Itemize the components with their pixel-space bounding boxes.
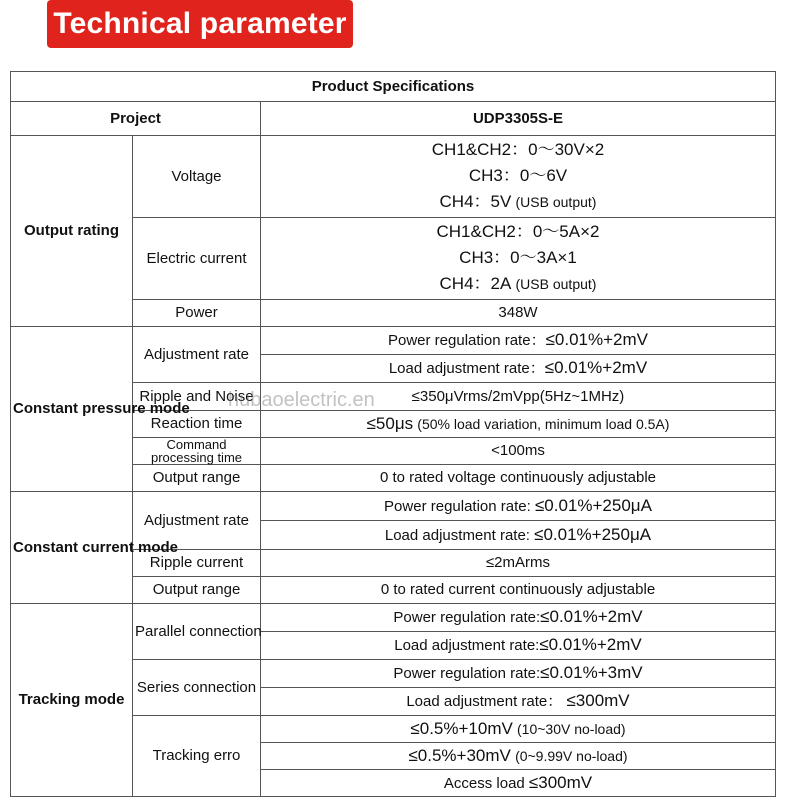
cc-load-adjustment [261,521,776,550]
watermark-text: hubaoelectric.en [228,389,375,411]
spec-table [10,71,776,797]
parallel-load-label: Load adjustment rate: [394,637,540,654]
parallel-load-adjustment [261,632,776,660]
table-row [11,492,776,521]
tracking-error-2 [261,743,776,770]
power-value: 348W [261,300,776,327]
series-load-label: Load adjustment rate： [406,693,563,710]
cc-power-regulation [261,492,776,521]
series-power-value: ≤0.01%+3mV [540,663,643,682]
access-load-label: Access load [443,774,525,792]
tracking-error-label: Tracking erro [133,716,261,797]
cp-ripple-value: ≤350μVrms/2mVpp(5Hz~1MHz) [261,383,776,411]
cc-power-regulation-value: ≤0.01%+250μA [534,495,652,515]
current-ch12: CH1&CH2：0～5A×2 [436,222,600,241]
parallel-power-label: Power regulation rate: [393,609,541,626]
cc-output-range-value: 0 to rated current continuously adjustable [261,577,776,604]
power-label: Power [133,300,261,327]
voltage-ch4-note: (USB output) [515,194,597,210]
current-ch4-note: (USB output) [515,276,597,292]
parallel-label: Parallel connection [133,604,261,660]
cc-load-adjustment-value: ≤0.01%+250μA [534,524,652,544]
cp-load-adjustment [261,355,776,383]
constant-pressure-group: Constant pressure mode [11,327,133,492]
cp-reaction-value [261,411,776,438]
cp-reaction-time: ≤50μs [366,413,414,433]
output-rating-group: Output rating [11,136,133,327]
tracking-error-2-value: ≤0.5%+30mV [408,745,511,765]
tracking-error-1 [261,716,776,743]
project-label: Project [11,102,261,136]
cp-load-adjustment-label: Load adjustment rate： [388,360,545,377]
series-label: Series connection [133,660,261,716]
cp-power-regulation-value: ≤0.01%+2mV [545,330,648,349]
table-row [11,327,776,355]
cp-adjustment-label: Adjustment rate [133,327,261,383]
series-power-label: Power regulation rate: [393,665,541,682]
tracking-error-1-value: ≤0.5%+10mV [410,718,513,738]
access-load [261,770,776,797]
voltage-value [261,136,776,218]
series-power-regulation [261,660,776,688]
cp-command-label [133,438,261,465]
cp-ripple-label: Ripple and Noise [133,383,261,411]
table-row [11,604,776,632]
voltage-ch4: CH4：5V [439,192,512,211]
series-load-adjustment [261,688,776,716]
cc-output-range-label: Output range [133,577,261,604]
table-row [11,136,776,218]
current-ch4: CH4：2A [439,274,512,293]
cp-output-range-value: 0 to rated voltage continuously adjustable [261,465,776,492]
cp-reaction-note: (50% load variation, minimum load 0.5A) [417,415,670,432]
cc-power-regulation-label: Power regulation rate: [384,497,531,515]
tracking-group: Tracking mode [11,604,133,797]
table-header-row [11,102,776,136]
tracking-error-1-note: (10~30V no-load) [517,720,626,737]
section-banner: Technical parameter [47,0,353,48]
cc-load-adjustment-label: Load adjustment rate: [384,526,530,544]
access-load-value: ≤300mV [528,772,593,792]
cc-ripple-value: ≤2mArms [261,550,776,577]
cc-ripple-label: Ripple current [133,550,261,577]
cp-output-range-label: Output range [133,465,261,492]
current-label: Electric current [133,218,261,300]
parallel-power-regulation [261,604,776,632]
table-title: Product Specifications [11,72,776,102]
model-value: UDP3305S-E [261,102,776,136]
parallel-power-value: ≤0.01%+2mV [540,607,643,626]
voltage-label: Voltage [133,136,261,218]
current-value [261,218,776,300]
tracking-error-2-note: (0~9.99V no-load) [515,747,628,764]
cp-load-adjustment-value: ≤0.01%+2mV [544,358,648,377]
series-load-value: ≤300mV [566,691,630,710]
cc-adjustment-label: Adjustment rate [133,492,261,550]
cp-command-value: <100ms [261,438,776,465]
table-title-row [11,72,776,102]
voltage-ch12: CH1&CH2：0～30V×2 [431,140,605,159]
parallel-load-value: ≤0.01%+2mV [539,635,642,654]
cp-reaction-label: Reaction time [133,411,261,438]
voltage-ch3: CH3：0～6V [468,166,568,185]
current-ch3: CH3：0～3A×1 [459,248,577,267]
constant-current-group: Constant current mode [11,492,133,604]
cp-command-text: Command processing time [150,437,243,465]
cp-power-regulation [261,327,776,355]
cp-power-regulation-label: Power regulation rate： [387,332,546,349]
